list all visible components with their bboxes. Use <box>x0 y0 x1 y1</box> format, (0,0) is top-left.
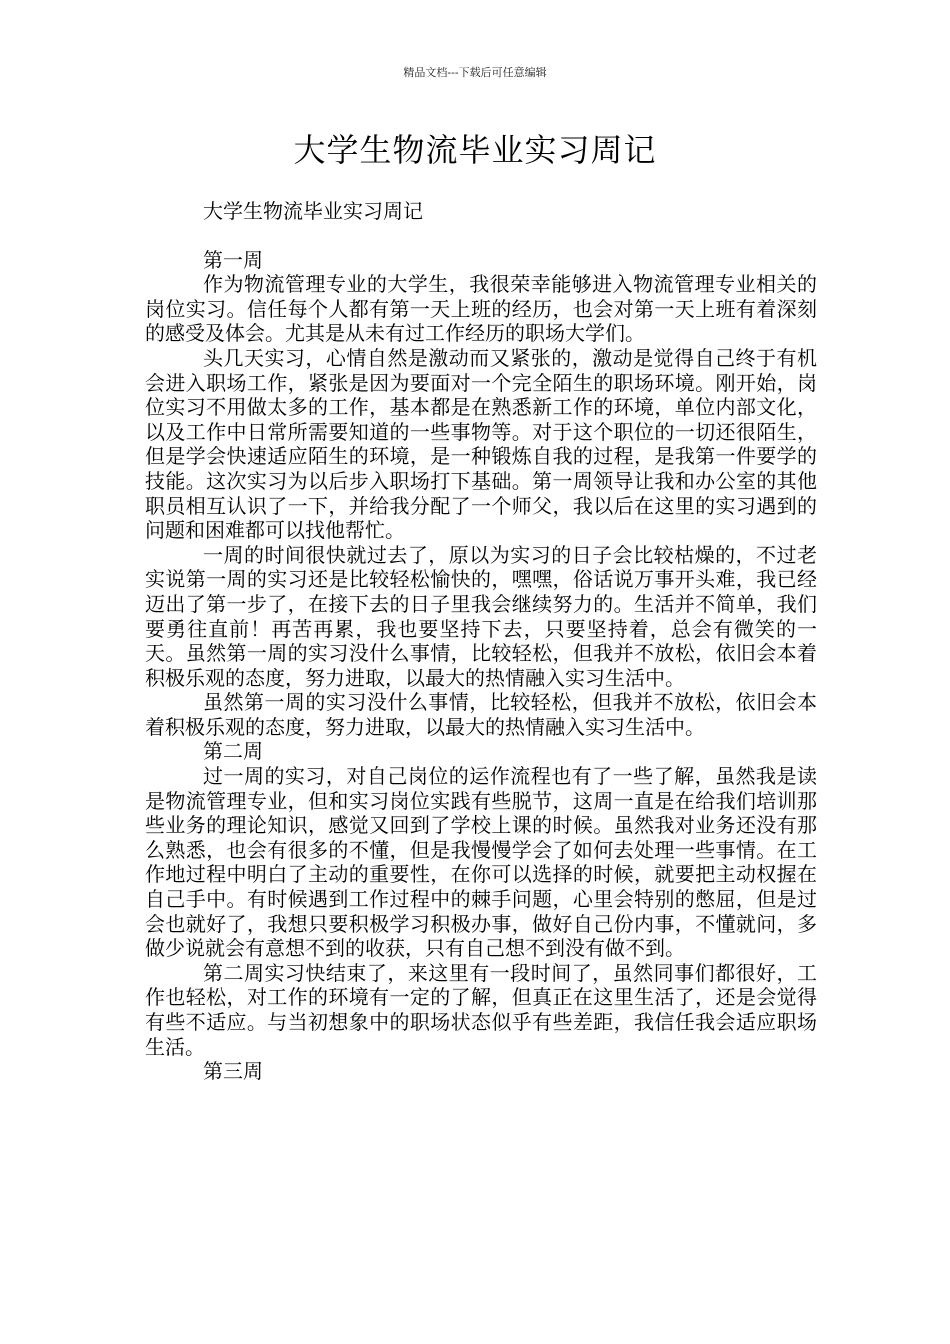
week-2-heading: 第二周 <box>203 739 263 764</box>
week-1-paragraph-1: 作为物流管理专业的大学生，我很荣幸能够进入物流管理专业相关的岗位实习。信任每个人都有第一天上班的经历，也会对第一天上班有着深刻的感受及体会。尤其是从未有过工作经历的职场大学们。 <box>145 272 817 346</box>
week-2-paragraph-1: 过一周的实习，对自己岗位的运作流程也有了一些了解，虽然我是读是物流管理专业，但和实习岗位实践有些脱节，这周一直是在给我们培训那些业务的理论知识，感觉又回到了学校上课的时候。虽然我对业务还没有那么熟悉，也会有很多的不懂，但是我慢慢学会了如何去处理一些事情。在工作地过程中明白了主动的重要性，在你可以选择的时候，就要把主动权握在自己手中。有时候遇到工作过程中的棘手问题，心里会特别的憋屈，但是过会也就好了，我想只要积极学习积极办事，做好自己份内事，不懂就问，多做少说就会有意想不到的收获，只有自己想不到没有做不到。 <box>145 764 817 961</box>
document-subtitle: 大学生物流毕业实习周记 <box>203 199 423 223</box>
week-1-heading: 第一周 <box>203 247 263 272</box>
week-1-paragraph-3: 一周的时间很快就过去了，原以为实习的日子会比较枯燥的，不过老实说第一周的实习还是比较轻松愉快的，嘿嘿，俗话说万事开头难，我已经迈出了第一步了，在接下去的日子里我会继续努力的。生活并不简单，我们要勇往直前！再苦再累，我也要坚持下去，只要坚持着，总会有微笑的一天。虽然第一周的实习没什么事情，比较轻松，但我并不放松，依旧会本着积极乐观的态度，努力进取，以最大的热情融入实习生活中。 <box>145 542 817 690</box>
document-body <box>145 199 817 1084</box>
week-1-paragraph-2: 头几天实习，心情自然是激动而又紧张的，激动是觉得自己终于有机会进入职场工作，紧张是因为要面对一个完全陌生的职场环境。刚开始，岗位实习不用做太多的工作，基本都是在熟悉新工作的环境，单位内部文化，以及工作中日常所需要知道的一些事物等。对于这个职位的一切还很陌生，但是学会快速适应陌生的环境，是一种锻炼自我的过程，是我第一件要学的技能。这次实习为以后步入职场打下基础。第一周领导让我和办公室的其他职员相互认识了一下，并给我分配了一个师父，我以后在这里的实习遇到的问题和困难都可以找他帮忙。 <box>145 345 817 543</box>
week-2-paragraph-2: 第二周实习快结束了，来这里有一段时间了，虽然同事们都很好，工作也轻松，对工作的环境有一定的了解，但真正在这里生活了，还是会觉得有些不适应。与当初想象中的职场状态似乎有些差距，我信任我会适应职场生活。 <box>145 960 817 1059</box>
header-note: 精品文档---下载后可任意编辑 <box>403 66 547 79</box>
document-title: 大学生物流毕业实习周记 <box>293 131 657 169</box>
week-3-heading: 第三周 <box>203 1059 263 1084</box>
week-1-paragraph-4: 虽然第一周的实习没什么事情，比较轻松，但我并不放松，依旧会本着积极乐观的态度，努力进取，以最大的热情融入实习生活中。 <box>145 690 817 739</box>
